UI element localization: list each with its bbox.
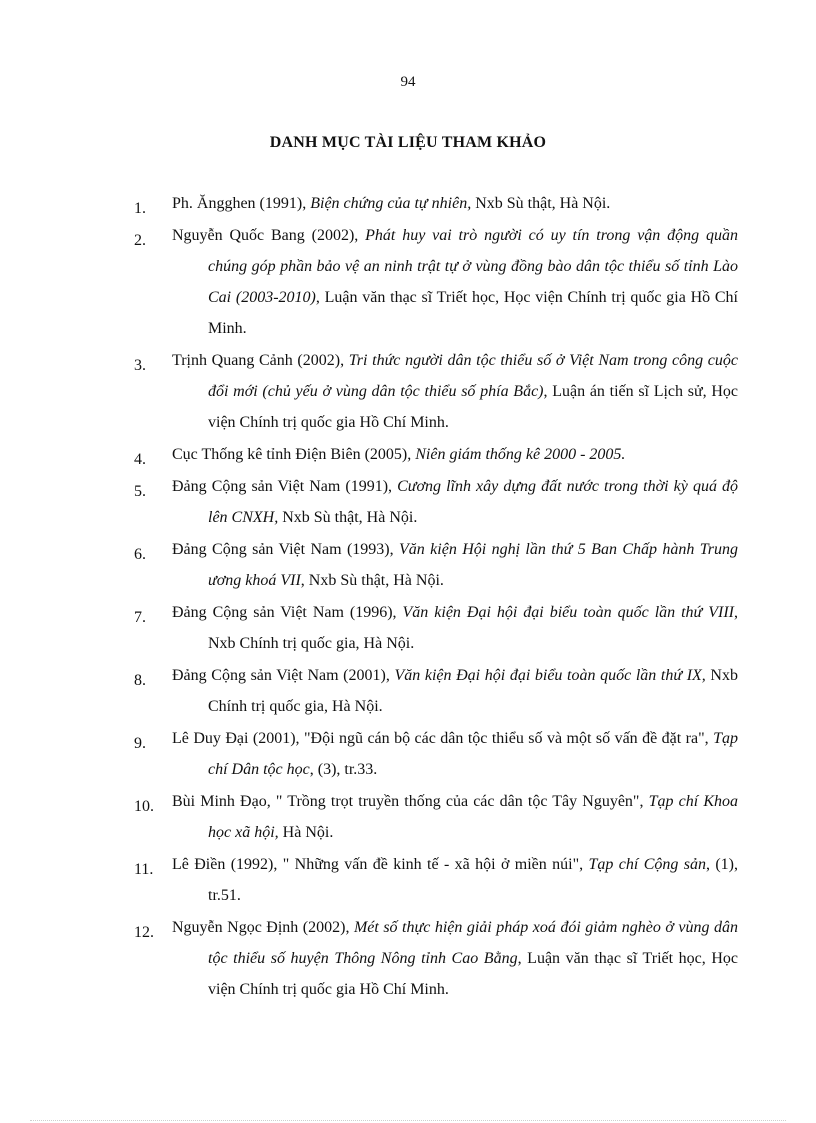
reference-publisher: , Nxb Chính trị quốc gia, Hà Nội. — [208, 604, 738, 652]
reference-number: 8. — [134, 672, 146, 689]
reference-item — [134, 439, 738, 470]
reference-text: Đảng Cộng sản Việt Nam (1991), — [172, 478, 398, 495]
reference-text: Nguyễn Ngọc Định (2002), — [172, 919, 354, 936]
reference-item — [134, 220, 738, 344]
reference-title: Tri thức người dân tộc thiểu số ở Việt Nam trong công cuộc đổi mới (chủ yếu ở vùng dân tộc thiểu số phía Bắc) — [208, 352, 738, 400]
reference-text: Nguyễn Quốc Bang (2002), — [172, 227, 366, 244]
page-bottom-divider — [30, 1120, 786, 1121]
reference-text: Đảng Cộng sản Việt Nam (1993), — [172, 541, 400, 558]
reference-item — [134, 849, 738, 911]
reference-number: 6. — [134, 546, 146, 563]
reference-title: Cương lĩnh xây dựng đất nước trong thời kỳ quá độ lên CNXH, — [208, 478, 738, 526]
reference-title: Niên giám thống kê 2000 - 2005. — [415, 446, 626, 463]
reference-number: 9. — [134, 735, 146, 752]
reference-title: Phát huy vai trò người có uy tín trong vận động quần chúng góp phần bảo vệ an ninh trật tự ở vùng đồng bào dân tộc thiểu số tỉnh Lào Cai (2003-2010) — [208, 227, 738, 306]
reference-item — [134, 660, 738, 722]
reference-title: Biện chứng của tự nhiên, — [310, 195, 472, 212]
reference-item — [134, 597, 738, 659]
reference-publisher: Nxb Sù thật, Hà Nội. — [471, 195, 611, 212]
reference-publisher: , (1), tr.51. — [208, 856, 739, 904]
page-number: 94 — [400, 74, 416, 90]
reference-item — [134, 723, 738, 785]
reference-item — [134, 188, 738, 219]
reference-text: Cục Thống kê tỉnh Điện Biên (2005), — [172, 446, 416, 463]
reference-publisher: Hà Nội. — [278, 824, 334, 841]
reference-text: Đảng Cộng sản Việt Nam (2001), — [172, 667, 395, 684]
reference-publisher: , Luận văn thạc sĩ Triết học, Học viện Chính trị quốc gia Hồ Chí Minh. — [208, 950, 739, 998]
page-title: DANH MỤC TÀI LIỆU THAM KHẢO — [269, 134, 547, 151]
reference-number: 3. — [134, 357, 146, 374]
reference-title: Văn kiện Đại hội đại biểu toàn quốc lần thứ IX, — [394, 667, 706, 684]
reference-title: Tạp chí Dân tộc học — [208, 730, 738, 778]
reference-text: Trịnh Quang Cảnh (2002), — [172, 352, 349, 369]
reference-publisher: , Luận án tiến sĩ Lịch sử, Học viện Chính trị quốc gia Hồ Chí Minh. — [208, 383, 739, 431]
reference-number: 4. — [134, 451, 146, 468]
reference-publisher: Nxb Chính trị quốc gia, Hà Nội. — [208, 667, 738, 715]
reference-number: 10. — [134, 798, 154, 815]
reference-number: 12. — [134, 924, 154, 941]
reference-item — [134, 471, 738, 533]
reference-publisher: , Nxb Sù thật, Hà Nội. — [300, 572, 444, 589]
reference-publisher: , (3), tr.33. — [309, 761, 378, 778]
reference-number: 11. — [134, 861, 154, 878]
reference-title: Tạp chí Cộng sản — [588, 856, 706, 873]
reference-text: Đảng Cộng sản Việt Nam (1996), — [172, 604, 403, 621]
reference-item — [134, 534, 738, 596]
reference-number: 2. — [134, 232, 146, 249]
reference-text: Lê Duy Đại (2001), "Đội ngũ cán bộ các dân tộc thiểu số và một số vấn đề đặt ra", — [172, 730, 714, 747]
reference-item — [134, 912, 738, 1005]
reference-number: 5. — [134, 483, 146, 500]
reference-text: Ph. Ăngghen (1991), — [172, 195, 311, 212]
reference-item — [134, 786, 738, 848]
reference-title: Văn kiện Đại hội đại biểu toàn quốc lần thứ VIII — [402, 604, 734, 621]
reference-title: Mét số thực hiện giải pháp xoá đói giảm nghèo ở vùng dân tộc thiểu số huyện Thông Nông tỉnh Cao Bằng — [208, 919, 738, 967]
reference-publisher: Nxb Sù thật, Hà Nội. — [278, 509, 418, 526]
reference-title: Tạp chí Khoa học xã hội, — [208, 793, 738, 841]
reference-list — [134, 188, 738, 1006]
reference-text: Bùi Minh Đạo, " Trồng trọt truyền thống của các dân tộc Tây Nguyên", — [172, 793, 649, 810]
reference-number: 1. — [134, 200, 146, 217]
reference-number: 7. — [134, 609, 146, 626]
reference-item — [134, 345, 738, 438]
reference-publisher: , Luận văn thạc sĩ Triết học, Học viện Chính trị quốc gia Hồ Chí Minh. — [208, 289, 739, 337]
reference-title: Văn kiện Hội nghị lần thứ 5 Ban Chấp hành Trung ương khoá VII — [208, 541, 739, 589]
reference-text: Lê Điền (1992), " Những vấn đề kinh tế - xã hội ở miền núi", — [172, 856, 589, 873]
